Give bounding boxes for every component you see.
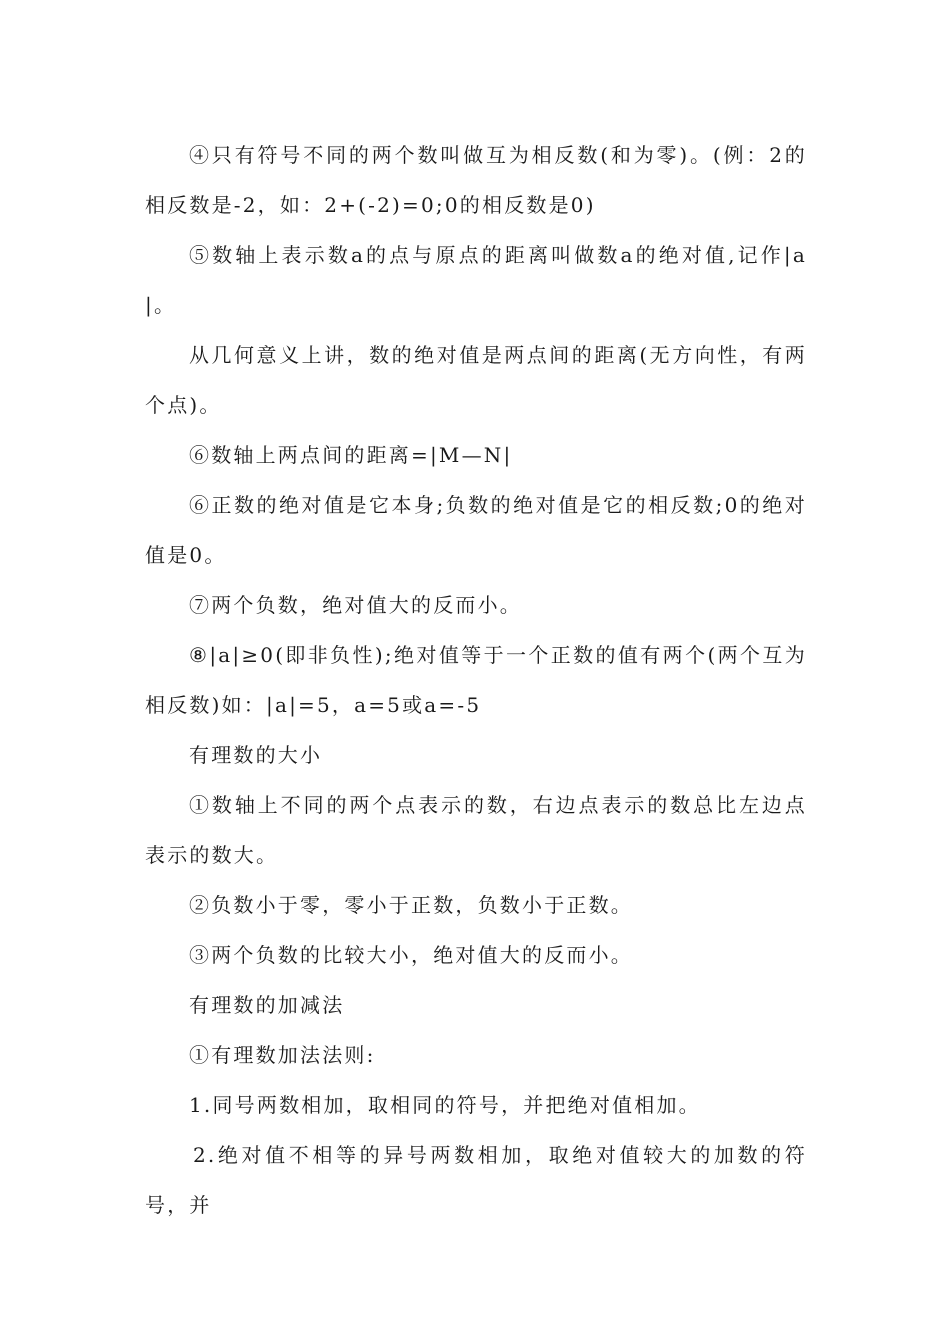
paragraph-geometric-meaning: 从几何意义上讲，数的绝对值是两点间的距离(无方向性，有两个点)。 (145, 343, 807, 417)
paragraph-absolute-value-definition: ⑤数轴上表示数a的点与原点的距离叫做数a的绝对值,记作|a|。 (145, 243, 807, 317)
paragraph-same-sign-rule: 1.同号两数相加，取相同的符号，并把绝对值相加。 (189, 1093, 701, 1117)
paragraph-sign-order: ②负数小于零，零小于正数，负数小于正数。 (189, 893, 633, 917)
section-heading-comparison: 有理数的大小 (189, 743, 323, 767)
paragraph-opposite-numbers: ④只有符号不同的两个数叫做互为相反数(和为零)。(例：2的相反数是-2，如：2+(-2)=0;0的相反数是0) (145, 143, 807, 217)
paragraph-different-sign-rule: 2.绝对值不相等的异号两数相加，取绝对值较大的加数的符号，并 (145, 1143, 807, 1217)
paragraph-non-negativity: ⑧|a|≥0(即非负性);绝对值等于一个正数的值有两个(两个互为相反数)如：|a|=5，a=5或a=-5 (145, 643, 807, 717)
paragraph-compare-negatives: ③两个负数的比较大小，绝对值大的反而小。 (189, 943, 633, 967)
paragraph-addition-rule-title: ①有理数加法法则: (189, 1043, 376, 1067)
paragraph-number-line-order: ①数轴上不同的两个点表示的数，右边点表示的数总比左边点表示的数大。 (145, 793, 807, 867)
paragraph-absolute-value-rules: ⑥正数的绝对值是它本身;负数的绝对值是它的相反数;0的绝对值是0。 (145, 493, 807, 567)
paragraph-two-negatives: ⑦两个负数，绝对值大的反而小。 (189, 593, 522, 617)
paragraph-distance-formula: ⑥数轴上两点间的距离=|M—N| (189, 443, 513, 467)
section-heading-addition-subtraction: 有理数的加减法 (189, 993, 345, 1017)
